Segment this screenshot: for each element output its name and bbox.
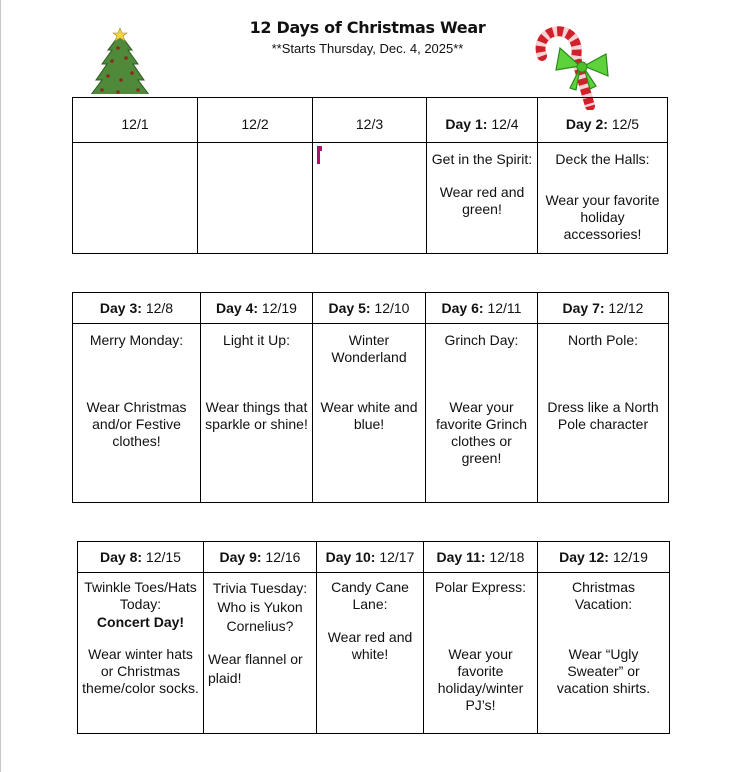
date-label: 12/19 (258, 299, 297, 316)
date-label: 12/4 (487, 115, 519, 132)
theme: North Pole: (567, 332, 639, 348)
date-label: 12/10 (370, 299, 410, 316)
date-label: 12/8 (141, 299, 174, 316)
week2-table (72, 292, 669, 503)
day-cell[interactable] (73, 324, 201, 503)
day-header (73, 293, 201, 324)
christmas-tree-icon (88, 28, 152, 100)
day-cell[interactable] (78, 573, 204, 734)
wear-text: Wear winter hats or Christmas theme/color socks. (82, 646, 199, 696)
day-label: Day 5: (328, 299, 371, 316)
theme: Light it Up: (223, 332, 290, 348)
day-label: Day 11: (436, 548, 486, 565)
page-edge (0, 0, 1, 772)
wear-text: Wear white and blue! (320, 399, 418, 432)
wear-text: Wear your favorite holiday accessories! (545, 192, 660, 242)
day-label: Day 4: (216, 299, 259, 316)
day-cell[interactable] (73, 143, 198, 254)
wear-text: Wear red and green! (439, 184, 525, 217)
day-header (538, 542, 670, 573)
day-cell[interactable] (426, 324, 538, 503)
week1-body-row (73, 143, 668, 254)
theme: Deck the Halls: (555, 151, 650, 167)
theme: Polar Express: (434, 579, 527, 595)
wear-text: Wear Christmas and/or Festive clothes! (86, 399, 187, 449)
theme: Merry Monday: (89, 332, 184, 348)
day-cell[interactable] (424, 573, 538, 734)
day-label: Day 6: (441, 299, 484, 316)
day-header (204, 542, 317, 573)
date-label: 12/17 (375, 548, 415, 565)
day-cell[interactable] (317, 573, 424, 734)
date-label: 12/15 (142, 548, 181, 565)
day-cell[interactable] (538, 573, 670, 734)
date-label: 12/3 (355, 115, 384, 132)
day-header (317, 542, 424, 573)
date-label: 12/2 (241, 115, 269, 132)
day-header (198, 98, 313, 143)
day-header (538, 293, 669, 324)
wear-text: Dress like a North Pole character (547, 399, 659, 432)
week1-header-row (73, 98, 668, 143)
day-header (313, 98, 427, 143)
day-label: Day 9: (219, 548, 262, 565)
wear-text: Wear flannel or plaid! (208, 651, 303, 686)
day-label: Day 10: (325, 548, 376, 565)
day-label: Day 2: (565, 115, 608, 132)
week3-header-row (78, 542, 670, 573)
date-label: 12/12 (604, 299, 644, 316)
date-label: 12/18 (485, 548, 525, 565)
date-label: 12/11 (483, 299, 522, 316)
wear-text: Wear your favorite holiday/winter PJ’s! (437, 646, 524, 713)
wear-text: Wear red and white! (327, 629, 413, 662)
day-cell[interactable] (313, 143, 427, 254)
day-label: Day 8: (100, 548, 143, 565)
week3-body-row (78, 573, 670, 734)
day-header (427, 98, 538, 143)
date-label: 12/5 (607, 115, 640, 132)
wear-text: Wear your favorite Grinch clothes or green! (435, 399, 528, 466)
concert-note: Concert Day! (96, 614, 185, 630)
theme: Winter Wonderland (331, 332, 407, 365)
day-label: Day 1: (445, 115, 488, 132)
page-subtitle: **Starts Thursday, Dec. 4, 2025** (271, 41, 464, 56)
date-label: 12/1 (121, 115, 149, 132)
wear-text: Wear things that sparkle or shine! (205, 399, 308, 432)
day-label: Day 3: (99, 299, 142, 316)
theme: Twinkle Toes/Hats Today: (84, 579, 197, 612)
day-cell[interactable] (538, 324, 669, 503)
theme: Christmas Vacation: (571, 579, 635, 612)
theme: Candy Cane Lane: (331, 579, 409, 612)
day-header (538, 98, 668, 143)
day-header (78, 542, 204, 573)
week2-body-row (73, 324, 669, 503)
day-header (426, 293, 538, 324)
day-header (424, 542, 538, 573)
day-header (201, 293, 313, 324)
page-title: 12 Days of Christmas Wear (249, 18, 486, 37)
day-label: Day 12: (559, 548, 609, 565)
day-header (313, 293, 426, 324)
date-label: 12/16 (261, 548, 301, 565)
day-cell[interactable] (427, 143, 538, 254)
week1-table (72, 97, 668, 254)
day-cell[interactable] (538, 143, 668, 254)
theme: Grinch Day: (444, 332, 519, 348)
day-cell[interactable] (204, 573, 317, 734)
theme: Trivia Tuesday: Who is Yukon Cornelius? (212, 580, 308, 634)
day-label: Day 7: (562, 299, 605, 316)
day-cell[interactable] (198, 143, 313, 254)
theme: Get in the Spirit: (431, 151, 533, 167)
date-label: 12/19 (608, 548, 648, 565)
week2-header-row (73, 293, 669, 324)
week3-table (77, 541, 670, 734)
wear-text: Wear “Ugly Sweater” or vacation shirts. (556, 646, 651, 696)
day-header (73, 98, 198, 143)
day-cell[interactable] (201, 324, 313, 503)
day-cell[interactable] (313, 324, 426, 503)
